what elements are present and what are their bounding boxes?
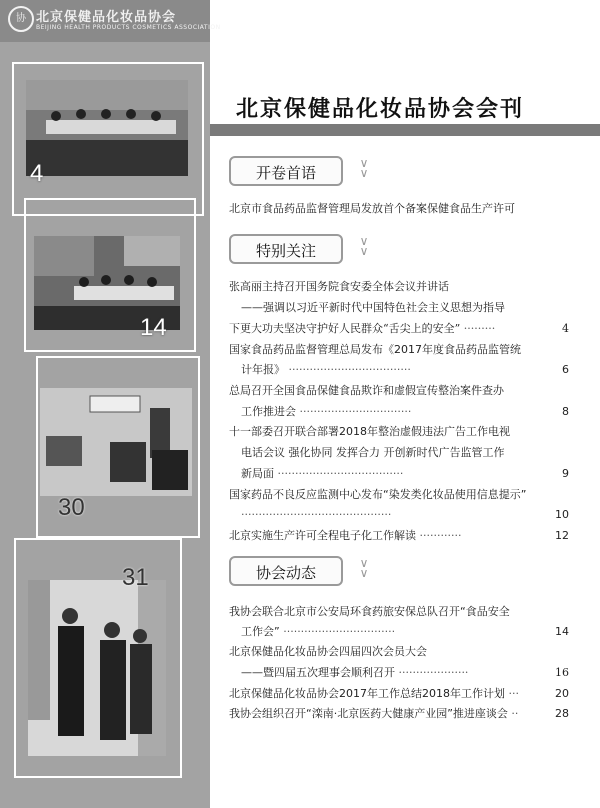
photo-page-number-2: 14 [140,314,167,341]
toc-entry-subtitle: ——暨四届五次理事会顺利召开 ···················· 16 [241,666,569,679]
double-chevron-down-icon: ∨ ∨ [359,234,369,258]
toc-entry: 北京市食品药品监督管理局发放首个备案保健食品生产许可 [229,202,515,215]
photo-page-number-1: 4 [30,160,44,187]
toc-page-number: 10 [555,508,569,521]
toc-entry: 北京保健品化妆品协会2017年工作总结2018年工作计划 ··· 20 [229,687,569,700]
association-header [0,0,221,42]
toc-entry: 工作会” ································ 14 [241,625,569,638]
toc-entry: 国家药品不良反应监测中心发布“染发类化妆品使用信息提示” [229,488,527,501]
section-heading-preface: 开卷首语 [229,156,343,186]
section-heading-association-news: 协会动态 [229,556,343,586]
conference-table-image [26,80,188,176]
meeting-photo-4 [28,580,166,756]
toc-entry: 北京实施生产许可全程电子化工作解读 ············ 12 [229,529,569,542]
photo-page-number-3: 30 [58,494,85,521]
toc-page-number: 12 [555,529,569,542]
toc-entry: 工作推进会 ································ 8 [241,405,569,418]
toc-page-number: 20 [555,687,569,700]
toc-entry: 我协会联合北京市公安局环食药旅安保总队召开“食品安全 [229,605,510,618]
toc-page-number: 6 [562,363,569,376]
toc-entry-subtitle: ——强调以习近平新时代中国特色社会主义思想为指导 [241,301,505,314]
meeting-photo-3 [40,388,192,496]
toc-entry: 北京保健品化妆品协会四届四次会员大会 [229,645,427,658]
toc-entry: ··········································· 10 [241,508,569,521]
toc-entry: 国家食品药品监督管理总局发布《2017年度食品药品监管统 [229,343,521,356]
sidebar [0,0,221,808]
toc-entry: 电话会议 强化协同 发挥合力 开创新时代广告监管工作 [241,446,505,459]
association-logo: 协 [8,6,34,32]
title-underline-bar [210,124,600,136]
journal-title: 北京保健品化妆品协会会刊 [236,97,525,122]
toc-entry: 总局召开全国食品保健食品欺诈和虚假宣传整治案件查办 [229,384,504,397]
photo-page-number-4: 31 [122,564,149,591]
toc-entry: 张高丽主持召开国务院食安委全体会议并讲话 [229,280,449,293]
double-chevron-down-icon: ∨ ∨ [359,556,369,580]
association-name: 北京保健品化妆品协会 [36,10,177,25]
office-meeting-image [40,388,192,496]
exhibition-visit-image [28,580,166,756]
toc-page-number: 28 [555,707,569,720]
section-heading-special-focus: 特别关注 [229,234,343,264]
association-english-name: BEIJING HEALTH PRODUCTS COSMETICS ASSOCIATION [36,24,221,31]
toc-page-number: 9 [562,467,569,480]
toc-entry: 下更大功夫坚决守护好人民群众“舌尖上的安全” ········· 4 [229,322,569,335]
journal-title-band [210,92,600,136]
toc-entry: 计年报》 ··································· 6 [241,363,569,376]
toc-page-number: 16 [555,666,569,679]
toc-entry: 新局面 ···································· 9 [241,467,569,480]
toc-entry: 十一部委召开联合部署2018年整治虚假违法广告工作电视 [229,425,510,438]
toc-entry: 我协会组织召开“滦南·北京医药大健康产业园”推进座谈会 ·· 28 [229,707,569,720]
toc-page-number: 4 [562,322,569,335]
toc-page-number: 14 [555,625,569,638]
meeting-photo-1 [26,80,188,176]
double-chevron-down-icon: ∨ ∨ [359,156,369,180]
toc-page-number: 8 [562,405,569,418]
